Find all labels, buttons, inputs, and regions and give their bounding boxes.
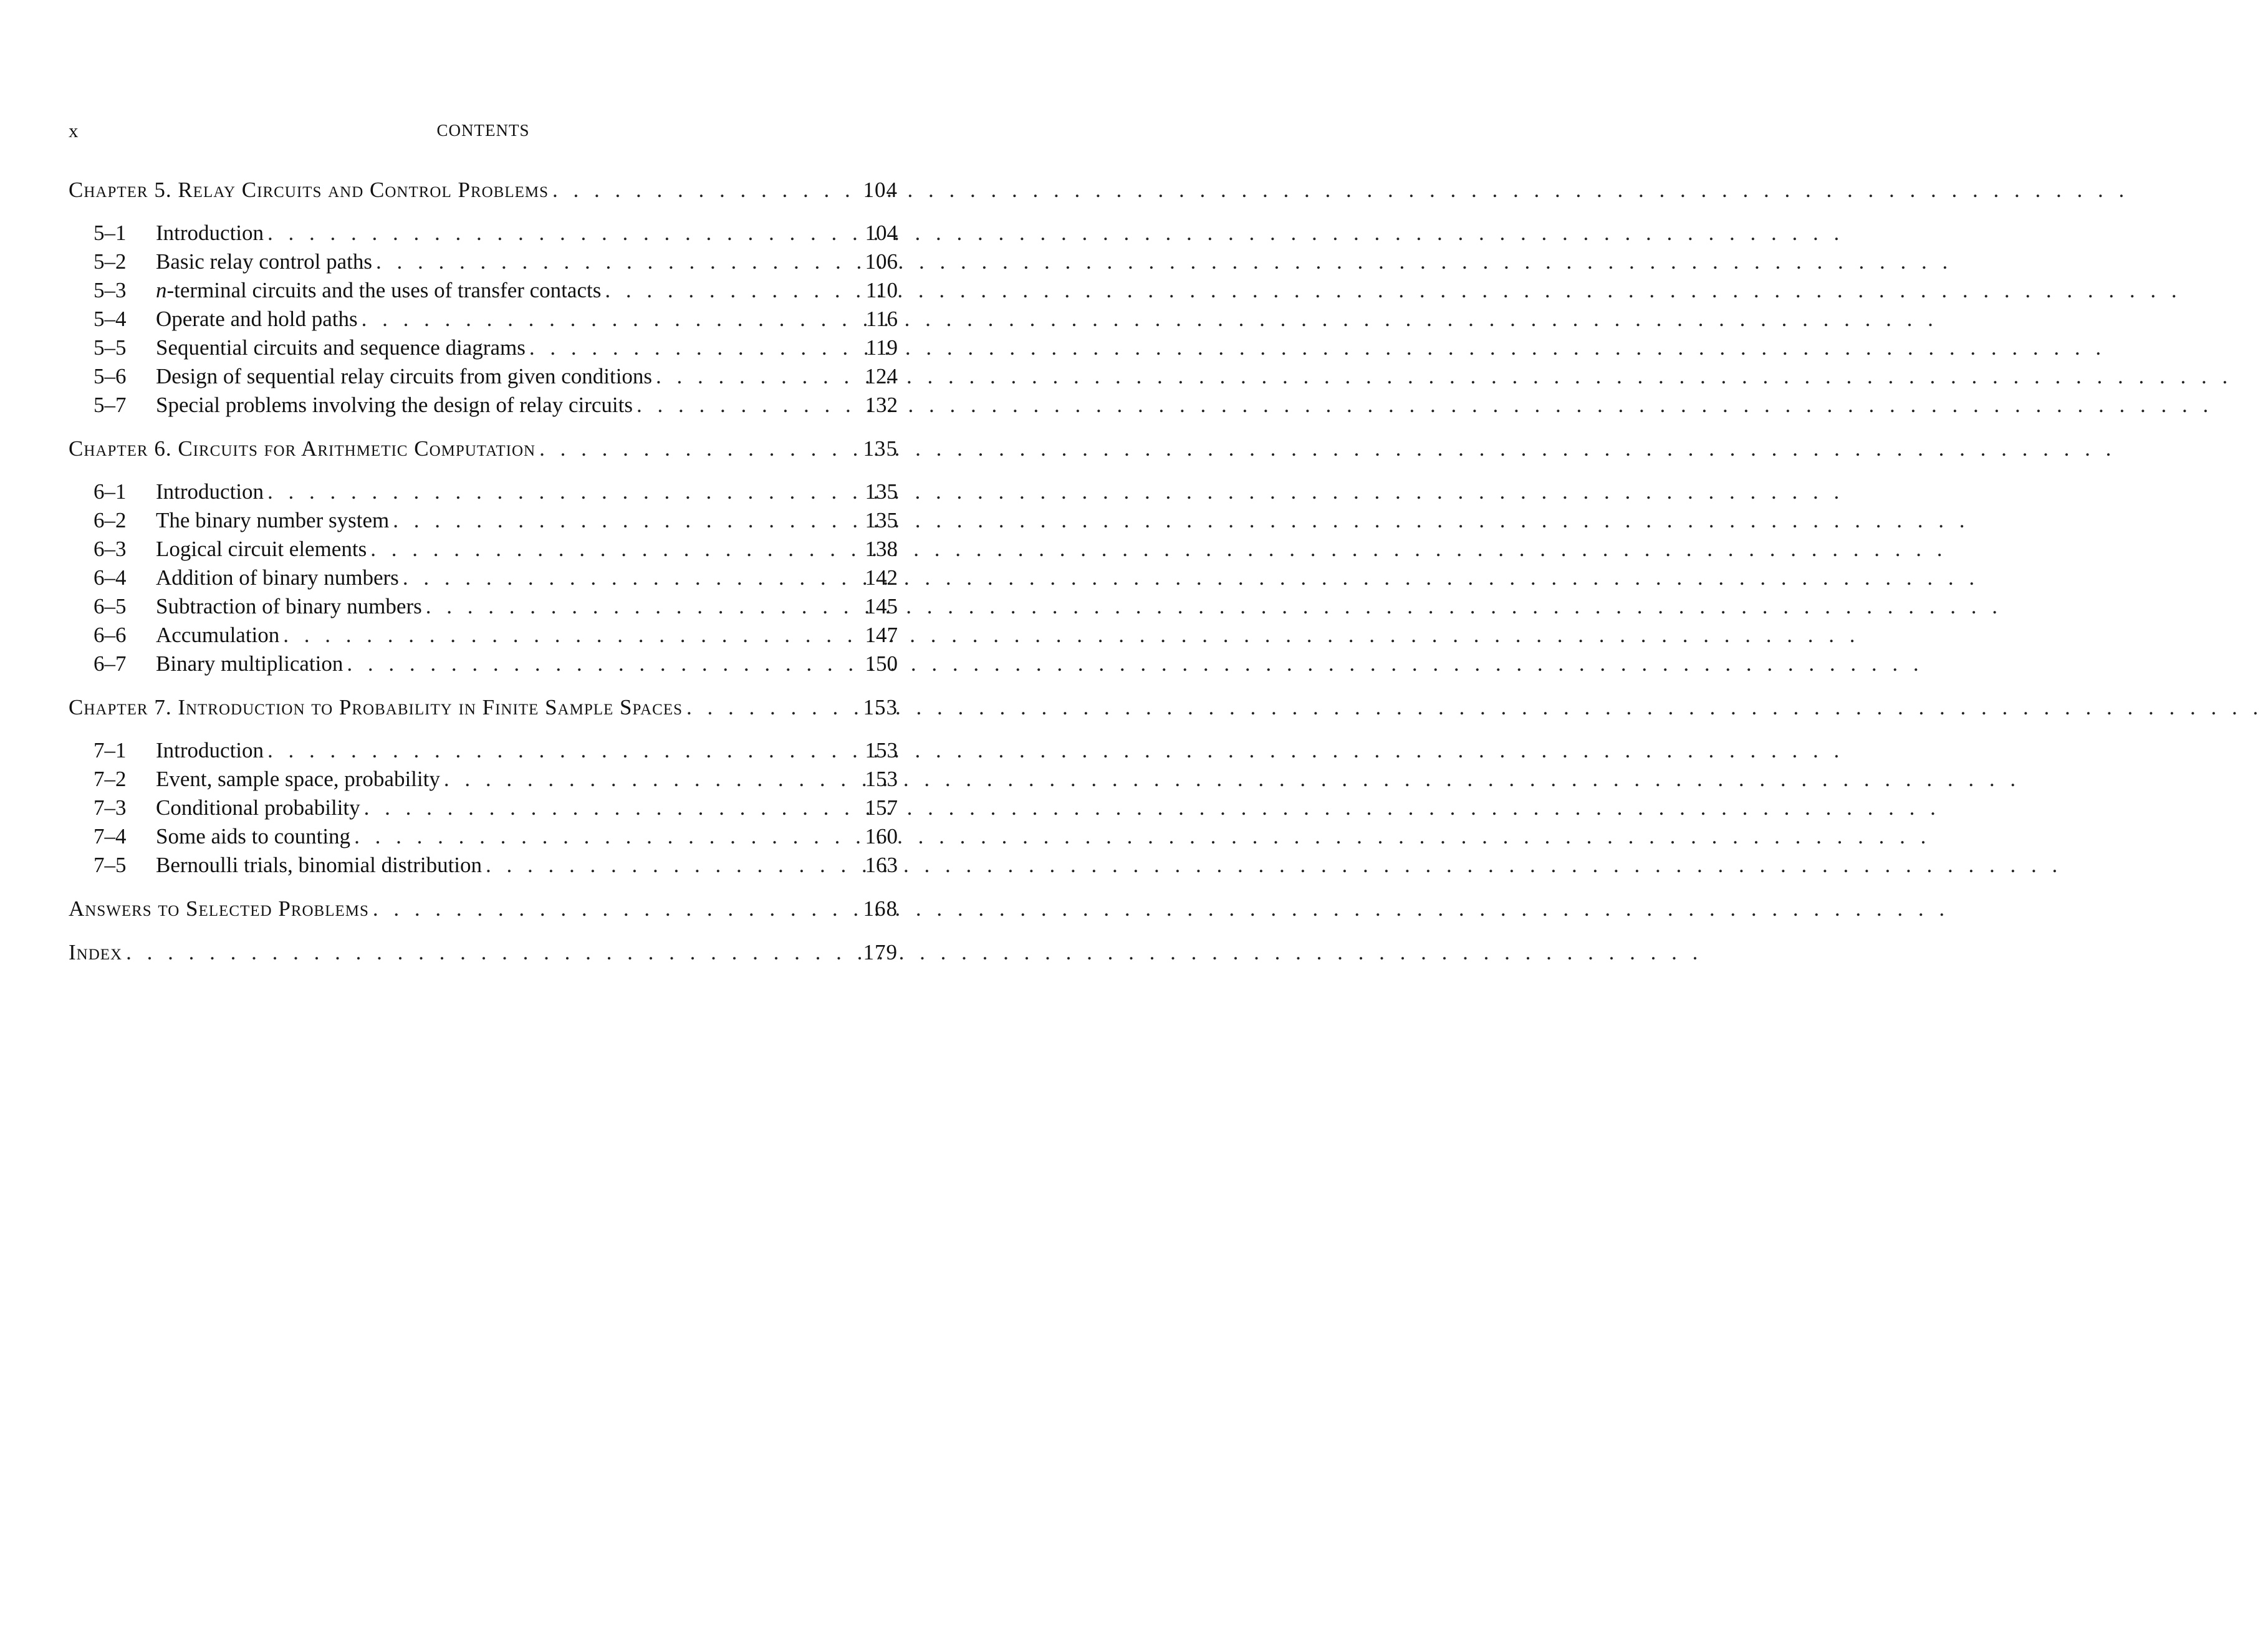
- page-number: 142: [865, 565, 898, 590]
- section-number: 6–4: [94, 565, 127, 590]
- toc-section-5-6[interactable]: [69, 362, 898, 391]
- section-title: Sequential circuits and sequence diagrams: [156, 335, 526, 360]
- section-title: Basic relay control paths: [156, 249, 372, 274]
- section-number: 5–3: [94, 278, 127, 302]
- page-number: 106: [865, 249, 898, 274]
- page-folio: x: [69, 120, 79, 142]
- dot-leader: [126, 938, 855, 967]
- page-number: 124: [865, 364, 898, 388]
- page-number: 163: [865, 853, 898, 877]
- page-number: 135: [865, 479, 898, 504]
- dot-leader: [267, 736, 855, 765]
- section-title: Event, sample space, probability: [156, 767, 440, 791]
- running-head: [69, 120, 898, 145]
- dot-leader: [656, 362, 855, 391]
- page-number: 179: [863, 940, 898, 964]
- dot-leader: [373, 895, 855, 923]
- index-title: Index: [69, 940, 123, 964]
- dot-leader: [539, 435, 855, 463]
- toc-answers[interactable]: [69, 895, 898, 923]
- page-number: 157: [865, 795, 898, 820]
- page-number: 135: [863, 436, 898, 461]
- toc-section-5-5[interactable]: [69, 334, 898, 362]
- toc-section-6-1[interactable]: [69, 478, 898, 506]
- toc-section-5-1[interactable]: [69, 219, 898, 247]
- dot-leader: [637, 391, 855, 420]
- toc-section-6-2[interactable]: [69, 506, 898, 535]
- section-title: Accumulation: [156, 623, 280, 647]
- section-number: 7–3: [94, 795, 127, 820]
- toc-section-5-2[interactable]: [69, 247, 898, 276]
- dot-leader: [376, 247, 855, 276]
- dot-leader: [444, 765, 855, 794]
- page-number: 110: [865, 278, 898, 302]
- toc-section-5-3[interactable]: [69, 276, 898, 305]
- toc-chapter-7[interactable]: [69, 693, 898, 722]
- dot-leader: [370, 535, 855, 564]
- toc-section-7-1[interactable]: [69, 736, 898, 765]
- page-number: 116: [865, 307, 898, 331]
- page-number: 135: [865, 508, 898, 532]
- page-number: 145: [865, 594, 898, 618]
- section-title: Binary multiplication: [156, 651, 344, 676]
- dot-leader: [686, 693, 855, 722]
- toc-section-7-4[interactable]: [69, 822, 898, 851]
- dot-leader: [605, 276, 855, 305]
- dot-leader: [403, 564, 855, 592]
- page-number: 138: [865, 537, 898, 561]
- section-number: 7–4: [94, 824, 127, 848]
- page-number: 132: [865, 393, 898, 417]
- section-title-italic: n: [156, 278, 167, 302]
- section-title: Subtraction of binary numbers: [156, 594, 422, 618]
- page-number: 153: [863, 695, 898, 719]
- section-title: Introduction: [156, 221, 264, 245]
- book-page: [0, 0, 966, 1652]
- section-number: 5–7: [94, 393, 127, 417]
- section-number: 7–5: [94, 853, 127, 877]
- section-title-rest: -terminal circuits and the uses of transfer contacts: [166, 278, 602, 302]
- dot-leader: [267, 478, 855, 506]
- page-title: CONTENTS: [436, 121, 530, 140]
- toc-section-6-5[interactable]: [69, 592, 898, 621]
- toc-section-5-4[interactable]: [69, 305, 898, 334]
- section-title: Design of sequential relay circuits from given conditions: [156, 364, 653, 388]
- section-title: Introduction: [156, 479, 264, 504]
- toc-section-6-7[interactable]: [69, 650, 898, 678]
- section-title: Conditional probability: [156, 795, 360, 820]
- section-number: 6–7: [94, 651, 127, 676]
- section-title: The binary number system: [156, 508, 390, 532]
- dot-leader: [283, 621, 855, 650]
- page-number: 153: [865, 767, 898, 791]
- page-number: 150: [865, 651, 898, 676]
- section-number: 5–4: [94, 307, 127, 331]
- toc-section-6-3[interactable]: [69, 535, 898, 564]
- section-title: Logical circuit elements: [156, 537, 367, 561]
- page-number: 104: [865, 221, 898, 245]
- toc-section-7-5[interactable]: [69, 851, 898, 880]
- section-number: 6–1: [94, 479, 127, 504]
- table-of-contents: [69, 176, 898, 967]
- dot-leader: [426, 592, 855, 621]
- section-title: Bernoulli trials, binomial distribution: [156, 853, 483, 877]
- dot-leader: [529, 334, 855, 362]
- section-title: Special problems involving the design of relay circuits: [156, 393, 633, 417]
- section-title: Some aids to counting: [156, 824, 351, 848]
- page-number: 160: [865, 824, 898, 848]
- section-number: 5–6: [94, 364, 127, 388]
- dot-leader: [364, 794, 855, 822]
- dot-leader: [486, 851, 855, 880]
- toc-section-6-4[interactable]: [69, 564, 898, 592]
- section-number: 7–1: [94, 738, 127, 762]
- section-number: 6–6: [94, 623, 127, 647]
- dot-leader: [393, 506, 855, 535]
- toc-section-6-6[interactable]: [69, 621, 898, 650]
- answers-title: Answers to Selected Problems: [69, 896, 369, 921]
- section-title: Introduction: [156, 738, 264, 762]
- toc-section-7-3[interactable]: [69, 794, 898, 822]
- chapter-title: Chapter 5. Relay Circuits and Control Problems: [69, 178, 549, 202]
- toc-section-7-2[interactable]: [69, 765, 898, 794]
- section-number: 6–5: [94, 594, 127, 618]
- section-number: 6–2: [94, 508, 127, 532]
- section-number: 5–5: [94, 335, 127, 360]
- toc-index[interactable]: [69, 938, 898, 967]
- section-number: 5–2: [94, 249, 127, 274]
- dot-leader: [267, 219, 855, 247]
- toc-chapter-6[interactable]: [69, 435, 898, 463]
- section-title: Addition of binary numbers: [156, 565, 399, 590]
- section-number: 7–2: [94, 767, 127, 791]
- toc-section-5-7[interactable]: [69, 391, 898, 420]
- dot-leader: [347, 650, 855, 678]
- page-number: 104: [863, 178, 898, 202]
- section-number: 6–3: [94, 537, 127, 561]
- page-number: 119: [865, 335, 898, 360]
- dot-leader: [552, 176, 855, 204]
- chapter-title: Chapter 7. Introduction to Probability in Finite Sample Spaces: [69, 695, 683, 719]
- page-number: 147: [865, 623, 898, 647]
- page-number: 153: [865, 738, 898, 762]
- page-number: 168: [863, 896, 898, 921]
- section-number: 5–1: [94, 221, 127, 245]
- section-title: Operate and hold paths: [156, 307, 358, 331]
- dot-leader: [354, 822, 855, 851]
- section-title: [156, 276, 601, 305]
- toc-chapter-5[interactable]: [69, 176, 898, 204]
- dot-leader: [362, 305, 855, 334]
- chapter-title: Chapter 6. Circuits for Arithmetic Computation: [69, 436, 536, 461]
